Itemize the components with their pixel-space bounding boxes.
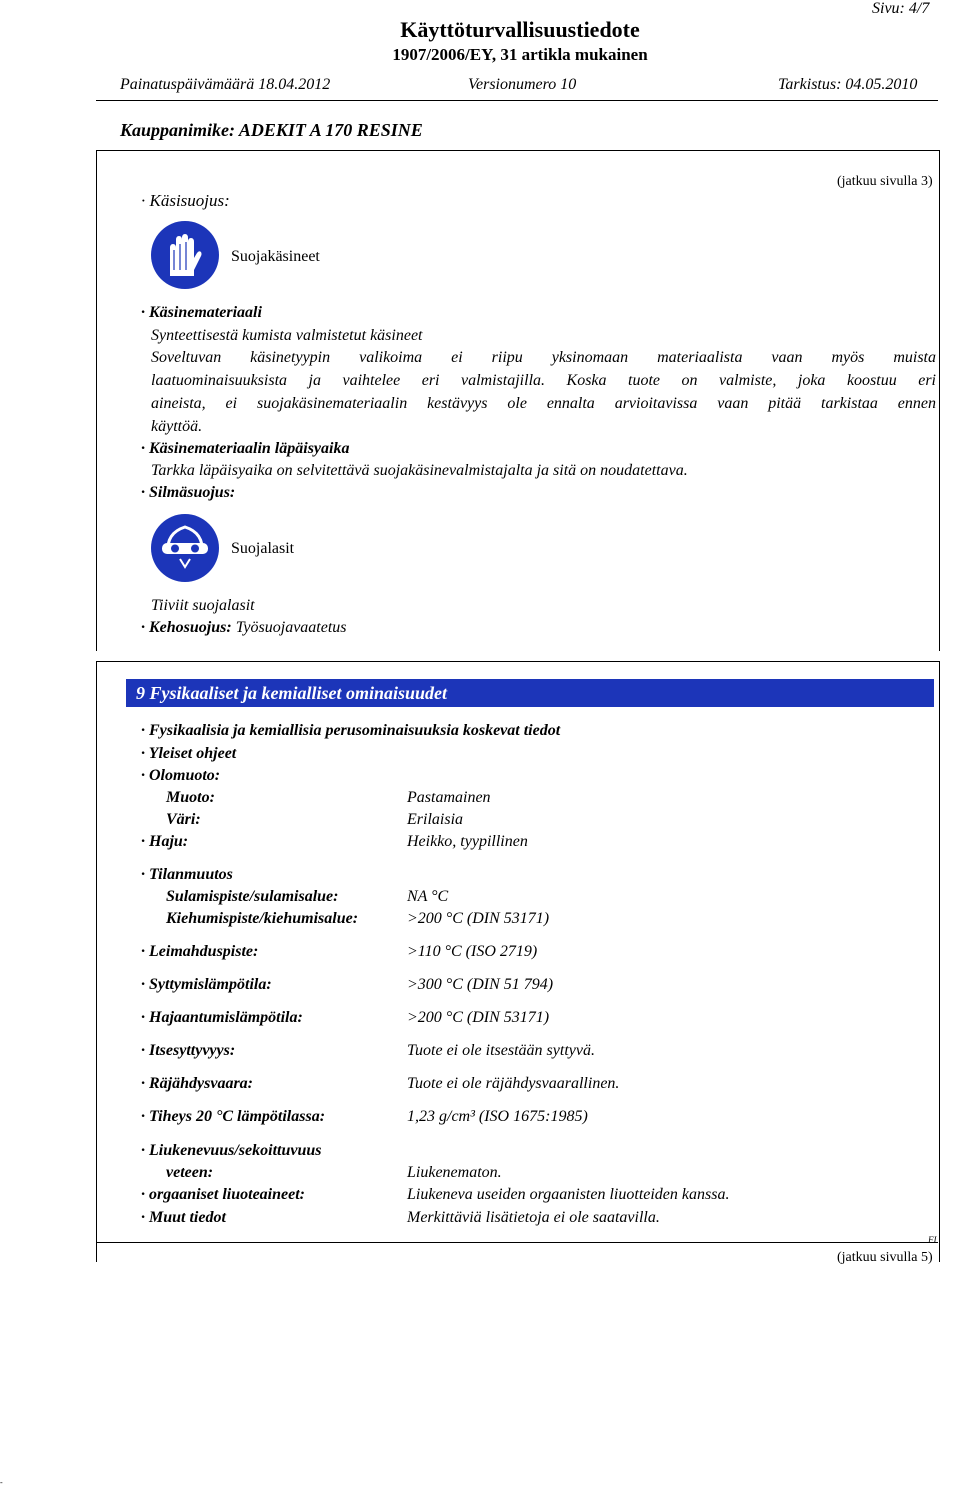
goggles-caption: Suojalasit	[231, 540, 295, 557]
penetration-text: Tarkka läpäisyaika on selvitettävä suojakäsinevalmistajalta ja sitä on noudatettava.	[151, 462, 688, 479]
glove-material-title: · Käsinemateriaali	[141, 304, 262, 321]
solubility-label: · Liukenevuus/sekoittuvuus	[141, 1142, 322, 1159]
corner-mark: -	[0, 1478, 3, 1487]
penetration-title: · Käsinemateriaalin läpäisyaika	[141, 440, 350, 457]
header-rule	[96, 100, 938, 101]
flash-point-value: >110 °C (ISO 2719)	[407, 943, 538, 960]
other-info-value: Merkittäviä lisätietoja ei ole saatavilla.	[407, 1209, 660, 1226]
flash-point-label: · Leimahduspiste:	[141, 943, 259, 960]
continued-from: (jatkuu sivulla 3)	[837, 174, 933, 189]
document-title: Käyttöturvallisuustiedote	[400, 17, 640, 42]
other-info-label: · Muut tiedot	[141, 1209, 226, 1226]
decomposition-value: >200 °C (DIN 53171)	[407, 1009, 550, 1026]
basic-properties-title: · Fysikaalisia ja kemiallisia perusominaisuuksia koskevat tiedot	[141, 722, 561, 739]
ignition-value: >300 °C (DIN 51 794)	[407, 976, 554, 993]
gloves-caption: Suojakäsineet	[231, 248, 320, 265]
organic-solvents-value: Liukeneva useiden orgaanisten liuotteiden kanssa.	[407, 1186, 730, 1203]
continued-on: (jatkuu sivulla 5)	[837, 1250, 933, 1265]
boiling-value: >200 °C (DIN 53171)	[407, 910, 550, 927]
general-info-title: · Yleiset ohjeet	[141, 745, 237, 762]
color-label: Väri:	[166, 811, 201, 828]
boiling-label: Kiehumispiste/kiehumisalue:	[166, 910, 359, 927]
explosion-label: · Räjähdysvaara:	[141, 1075, 253, 1092]
page-number: Sivu: 4/7	[872, 0, 930, 17]
print-date: Painatuspäivämäärä 18.04.2012	[120, 76, 331, 93]
melting-label: Sulamispiste/sulamisalue:	[166, 888, 339, 905]
eye-protection-text: Tiiviit suojalasit	[151, 597, 255, 614]
language-code: FI	[928, 1235, 937, 1245]
state-title: · Olomuoto:	[141, 767, 221, 784]
self-ignition-label: · Itsesyttyvyys:	[141, 1042, 236, 1059]
product-name: Kauppanimike: ADEKIT A 170 RESINE	[120, 120, 423, 140]
document-subtitle: 1907/2006/EY, 31 artikla mukainen	[392, 45, 648, 64]
revision-date: Tarkistus: 04.05.2010	[778, 76, 918, 93]
glove-material-line-2: Soveltuvan käsinetyypin valikoima ei riipu yksinomaan materiaalista vaan myös muista	[151, 349, 936, 366]
form-value: Pastamainen	[407, 789, 491, 806]
color-value: Erilaisia	[407, 811, 464, 828]
water-label: veteen:	[166, 1164, 214, 1181]
glove-material-line-4: aineista, ei suojakäsinemateriaalin kestävyys ole ennalta arvioitavissa vaan pitää tarkistaa ennen	[151, 395, 936, 412]
melting-value: NA °C	[407, 888, 449, 905]
form-label: Muoto:	[166, 789, 215, 806]
hand-protection-label: · Käsisuojus:	[141, 191, 230, 210]
odour-label: · Haju:	[141, 833, 189, 850]
version-number: Versionumero 10	[468, 76, 577, 93]
gloves-icon	[150, 220, 220, 295]
body-protection: · Kehosuojus: Työsuojavaatetus	[141, 619, 347, 636]
section-9-heading: 9 Fysikaaliset ja kemialliset ominaisuudet	[126, 679, 934, 707]
decomposition-label: · Hajaantumislämpötila:	[141, 1009, 303, 1026]
odour-value: Heikko, tyypillinen	[407, 833, 528, 850]
ignition-label: · Syttymislämpötila:	[141, 976, 272, 993]
explosion-value: Tuote ei ole räjähdysvaarallinen.	[407, 1075, 620, 1092]
footer-rule	[96, 1242, 938, 1243]
glove-material-line-3: laatuominaisuuksista ja vaihtelee eri valmistajilla. Koska tuote on valmiste, joka koostuu eri	[151, 372, 936, 389]
density-label: · Tiheys 20 °C lämpötilassa:	[141, 1108, 326, 1125]
glove-material-line-5: käyttöä.	[151, 418, 203, 435]
eye-protection-label: · Silmäsuojus:	[141, 484, 236, 501]
goggles-icon	[150, 513, 220, 588]
water-value: Liukenematon.	[407, 1164, 502, 1181]
state-change-title: · Tilanmuutos	[141, 866, 233, 883]
organic-solvents-label: · orgaaniset liuoteaineet:	[141, 1186, 305, 1203]
density-value: 1,23 g/cm³ (ISO 1675:1985)	[407, 1108, 588, 1125]
self-ignition-value: Tuote ei ole itsestään syttyvä.	[407, 1042, 595, 1059]
glove-material-line-1: Synteettisestä kumista valmistetut käsineet	[151, 327, 423, 344]
